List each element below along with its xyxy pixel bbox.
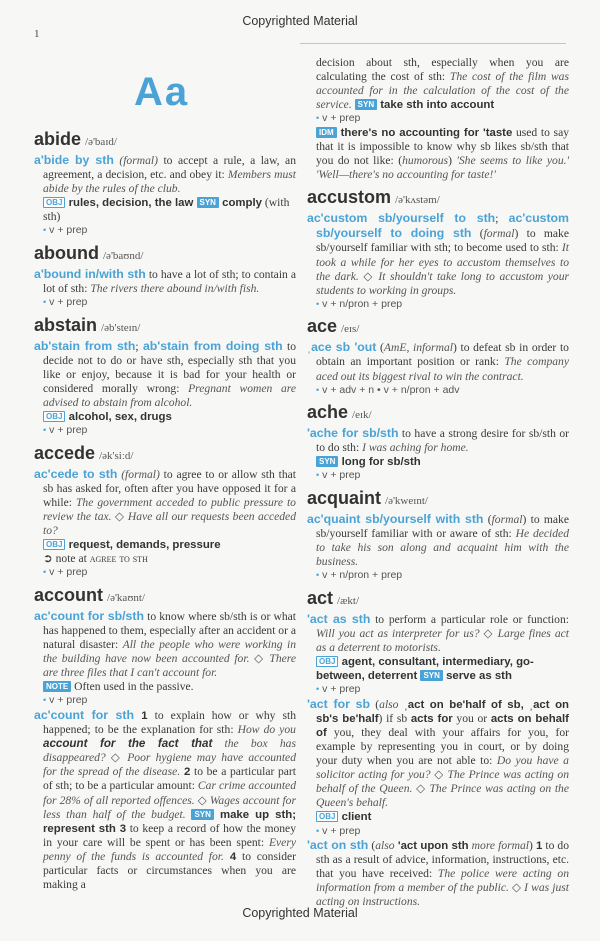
headword-entry (307, 589, 569, 611)
definition-text: ) (448, 154, 457, 168)
phrasal-verb: ˌace sb 'out (307, 340, 377, 355)
pronunciation: /ækt/ (337, 594, 360, 607)
phrasal-verb: 'act as sth (307, 611, 371, 626)
phrasal-verb: 'act for sb (307, 696, 371, 711)
phrasal-verb: ac'count for sb/sth (34, 608, 144, 623)
definition-text: to do sth as a result of advice, information, instructions, etc. that you have received: (316, 839, 570, 881)
example-text: the box has disappeared? ◇ Poor hygiene may have accounted for the spread of the disease. (43, 737, 296, 779)
grammar-pattern (307, 683, 569, 697)
sense (307, 211, 569, 298)
definition-text: ( (471, 227, 484, 241)
sense (307, 340, 569, 383)
grammar-pattern (307, 298, 569, 312)
sense (34, 153, 296, 196)
bold-text: serve as sth (442, 670, 512, 683)
headword: act (307, 587, 334, 608)
grammar-text: v + prep (322, 824, 361, 837)
phrasal-verb: ac'count for sth (34, 707, 134, 722)
example-text: AmE, informal (383, 341, 453, 355)
grammar-text: v + prep (49, 424, 88, 437)
example-text: Do you have a solicitor acting for you? ◇ The Prince was acting on behalf of the Queen. ◇ The Prince was acting on the Queen's behalf. (316, 754, 569, 810)
pronunciation: /eɪk/ (352, 409, 372, 422)
definition-text: ) to defeat sb in order to obtain an important position or rank: (316, 341, 569, 369)
example-text: also (379, 697, 399, 711)
bold-text: 1 (535, 840, 543, 853)
headword: abound (34, 242, 99, 263)
phrasal-verb: ac'quaint sb/yourself with sth (307, 511, 484, 526)
phrasal-verb: 'act on sth (307, 838, 369, 853)
bold-text: ˌact on be'half of sb, ˌact on sb's be'half (316, 698, 569, 725)
grammar-pattern (34, 424, 296, 438)
bold-text: alcohol, sex, drugs (65, 411, 172, 424)
example-text: I was aching for home. (362, 441, 469, 455)
sense (307, 838, 569, 909)
grammar-pattern (307, 112, 569, 126)
bullet-icon: • (43, 425, 47, 436)
obj-label: OBJ (316, 656, 338, 667)
example-text: (formal) (121, 467, 160, 481)
syn-label: SYN (420, 670, 442, 681)
pronunciation: /ə'kweɪnt/ (385, 494, 428, 507)
example-text: How do you (237, 723, 296, 737)
pronunciation: /ə'kaʊnt/ (107, 591, 145, 604)
sense (307, 612, 569, 655)
bullet-icon: • (43, 297, 47, 308)
definition-text: Often used in the passive. (71, 680, 194, 694)
example-text: The cost of the film was accounted for in the calculation of the cost of the service. (316, 70, 569, 112)
grammar-pattern (307, 469, 569, 483)
definition-text: to agree to or allow sth that sb has asked for, often after you have opposed it for a while: (43, 467, 297, 509)
left-column (34, 124, 296, 892)
example-text: Will you act as interpreter for us? ◇ Large fines act as a deterrent to motorists. (316, 626, 569, 654)
sense (307, 512, 569, 569)
bold-text: acts on behalf of (316, 712, 569, 739)
page-number: 1 (34, 28, 40, 40)
definition-text: ) to make sb/yourself familiar with sth; to become used to sth: (316, 227, 569, 255)
bold-text: 4 (223, 850, 237, 863)
definition-text: to have a strong desire for sb/sth or to do sth: (316, 427, 569, 455)
phrasal-verb: 'ache for sb/sth (307, 426, 399, 441)
note-label: NOTE (43, 681, 71, 692)
bullet-icon: • (316, 684, 320, 695)
bold-text: long for sb/sth (338, 456, 421, 469)
grammar-pattern (307, 569, 569, 583)
sense-extra (307, 655, 569, 683)
grammar-pattern (34, 224, 296, 238)
sense (307, 697, 569, 811)
sense (34, 339, 296, 410)
grammar-text: v + prep (322, 112, 361, 125)
grammar-text: v + prep (49, 694, 88, 707)
definition-text: decision about sth, especially when you are calculating the cost of sth: (316, 56, 569, 84)
example-text: (formal) (119, 154, 158, 167)
syn-label: SYN (197, 197, 219, 208)
headword-entry (34, 444, 296, 466)
bold-text: take sth into account (377, 99, 495, 112)
bold-text: rules, decision, the law (65, 197, 197, 210)
bold-text: make up sth; represent sth 3 (43, 808, 296, 835)
cross-reference: agree to sth (89, 552, 148, 566)
bold-text: 1 (133, 709, 148, 722)
syn-label: SYN (191, 809, 213, 820)
grammar-pattern (307, 825, 569, 839)
definition-text: to decide not to do or have sth, especially sth that you like or enjoy, because it is bad for your health or considered morally wrong: (43, 339, 296, 395)
headword-entry (307, 403, 569, 425)
headword-entry (34, 244, 296, 266)
pronunciation: /eɪs/ (341, 323, 360, 336)
headword: accede (34, 442, 96, 463)
headword: abide (34, 129, 82, 149)
sense (34, 467, 296, 538)
sense-extra (34, 196, 296, 224)
phrasal-verb: ab'stain from doing sth (142, 338, 283, 353)
pronunciation: /ək'siːd/ (99, 449, 134, 462)
definition-text: to have a lot of sth; to contain a lot of sth: (43, 267, 297, 296)
definition-text: to know where sb/sth is or what has happened to them, especially after an accident or a natural disaster: (43, 609, 297, 652)
example-text: Members must abide by the rules of the club. (43, 168, 296, 196)
grammar-pattern (307, 384, 569, 398)
bullet-icon: • (43, 695, 47, 706)
definition-text: ( (368, 839, 376, 853)
bullet-icon: • (316, 113, 320, 124)
sense (307, 56, 569, 112)
sense-extra (34, 538, 296, 552)
headword: ace (307, 316, 338, 337)
grammar-text: v + prep (49, 224, 88, 237)
grammar-text: v + prep (322, 469, 361, 482)
bold-text: request, demands, pressure (65, 539, 221, 552)
example-text: formal (483, 227, 515, 241)
headword: accustom (307, 187, 392, 208)
headword-entry (307, 489, 569, 511)
definition-text: to explain how or why sth happened; to be the explanation for sth: (43, 708, 296, 737)
bullet-icon: • (316, 570, 320, 581)
definition-text: ) to make sb/yourself familiar with or aware of sth: (316, 512, 569, 540)
example-text: more formal (468, 839, 530, 853)
definition-text: ) if sb (378, 711, 411, 725)
example-text: The government acceded to public pressure to review the tax. ◇ Have all our requests been acceded to? (43, 495, 296, 538)
grammar-pattern (34, 296, 296, 310)
pronunciation: /ə'kʌstəm/ (395, 194, 440, 207)
section-letter: Aa (134, 70, 190, 114)
example-text: also (375, 839, 395, 853)
bold-text: 2 (180, 766, 191, 779)
phrasal-verb: ab'stain from sth (34, 338, 136, 353)
bold-text: client (338, 811, 372, 824)
sense-extra (307, 455, 569, 469)
sense (34, 609, 296, 680)
definition-text: you or (452, 711, 491, 725)
example-text: Car crime accounted for 28% of all reported offences. ◇ Wages account for less than half of the budget. (43, 779, 296, 821)
definition-text: ( (483, 512, 492, 526)
bullet-icon: • (43, 567, 47, 578)
grammar-text: v + prep (49, 296, 88, 309)
bullet-icon: • (316, 384, 320, 395)
pronunciation: /ə'baʊnd/ (103, 249, 144, 262)
definition-text: ( (370, 697, 380, 711)
obj-label: OBJ (43, 197, 65, 208)
syn-label: SYN (355, 99, 377, 110)
right-column (307, 56, 569, 910)
example-text: The rivers there abound in/with fish. (90, 282, 260, 296)
definition-text: (with sth) (43, 196, 290, 224)
bullet-icon: • (316, 298, 320, 309)
grammar-text: v + prep (322, 683, 361, 696)
headword: account (34, 584, 104, 605)
definition-text: you, they deal with your affairs for you, for example by representing you in court, or by doing your duty when you are not able to: (316, 725, 569, 768)
sense-extra (34, 410, 296, 424)
obj-label: OBJ (316, 811, 338, 822)
bullet-icon: • (316, 825, 320, 836)
grammar-pattern (34, 566, 296, 580)
example-text: It took a while for her eyes to accustom themselves to the dark. ◇ It shouldn't take long to accustom your students to working in groups. (316, 241, 569, 297)
definition-text: ➲ note at (43, 552, 90, 566)
copyright-footer: Copyrighted Material (242, 906, 358, 920)
phrasal-verb: a'bide by sth (34, 153, 114, 167)
grammar-text: v + n/pron + prep (322, 569, 403, 582)
grammar-text: v + n/pron + prep (322, 297, 403, 310)
grammar-text: v + prep (49, 566, 88, 579)
example-text: The company aced out its biggest rival to win the contract. (316, 355, 569, 383)
obj-label: OBJ (43, 411, 65, 422)
sense (307, 426, 569, 455)
bold-text: 'act upon sth (394, 840, 469, 853)
obj-label: OBJ (43, 539, 65, 550)
phrasal-verb: ac'custom sb/yourself to sth (307, 211, 496, 226)
bold-italic-text: account for the fact that (43, 737, 213, 751)
copyright-header: Copyrighted Material (242, 14, 358, 28)
headword: acquaint (307, 487, 382, 508)
definition-text: ( (376, 341, 384, 355)
headword-entry (34, 316, 296, 338)
grammar-text: v + adv + n • v + n/pron + adv (322, 383, 460, 396)
sense-extra (34, 552, 296, 566)
sense-extra (34, 680, 296, 694)
sense (34, 708, 296, 892)
bold-text: agent, consultant, intermediary, go-between, deterrent (316, 656, 534, 683)
bullet-icon: • (43, 225, 47, 236)
definition-text: ) (529, 839, 536, 853)
definition-text: to keep a record of how the money in your care will be spent or has been spent: (43, 821, 296, 849)
example-text: The police were acting on information from a member of the public. ◇ I was just acting on instructions. (316, 867, 569, 909)
sense (307, 126, 569, 182)
example-text: 'She seems to like you.' 'Well—there's no accounting for taste!' (316, 154, 569, 182)
definition-text: to consider particular facts or circumstances when you are making a (43, 849, 297, 892)
phrasal-verb: a'bound in/with sth (34, 266, 146, 281)
phrasal-verb: ac'custom sb/yourself to doing sth (316, 211, 569, 241)
example-text: He decided to take his son along and acquaint him with the business. (316, 526, 570, 569)
example-text: Every penny of the funds is accounted for. (43, 835, 296, 863)
pronunciation: /əb'steɪn/ (101, 321, 141, 334)
bold-text: there's no accounting for 'taste (336, 126, 513, 139)
phrasal-verb: ac'cede to sth (34, 466, 118, 481)
definition-text: used to say that it is impossible to know why sb likes sb/sth that you do not like: ( (316, 125, 570, 168)
example-text: humorous (402, 154, 449, 168)
bullet-icon: • (316, 470, 320, 481)
definition-text: ; (135, 339, 143, 353)
headword-entry (34, 130, 296, 152)
example-text: All the people who were working in the building have now been accounted for. ◇ There are three files that I can't account for. (43, 638, 296, 680)
definition-text: to be a particular part of sth; to be a particular amount: (43, 765, 297, 793)
idm-label: IDM (316, 127, 337, 138)
headword-entry (307, 317, 569, 339)
pronunciation: /ə'baɪd/ (85, 136, 117, 148)
bold-text: comply (218, 197, 262, 210)
header-rule (300, 43, 566, 44)
headword-entry (34, 586, 296, 608)
example-text: Pregnant women are advised to abstain from alcohol. (43, 381, 296, 410)
headword-entry (307, 188, 569, 210)
example-text: formal (491, 512, 523, 526)
definition-text: ; (495, 212, 509, 226)
grammar-pattern (34, 694, 296, 708)
definition-text: to perform a particular role or function: (370, 612, 569, 626)
syn-label: SYN (316, 456, 338, 467)
headword: abstain (34, 314, 98, 335)
sense (34, 267, 296, 296)
headword: ache (307, 402, 349, 423)
sense-extra (307, 810, 569, 824)
definition-text: to accept a rule, a law, an agreement, a decision, etc. and obey it: (43, 154, 297, 182)
bold-text: acts for (410, 712, 453, 725)
